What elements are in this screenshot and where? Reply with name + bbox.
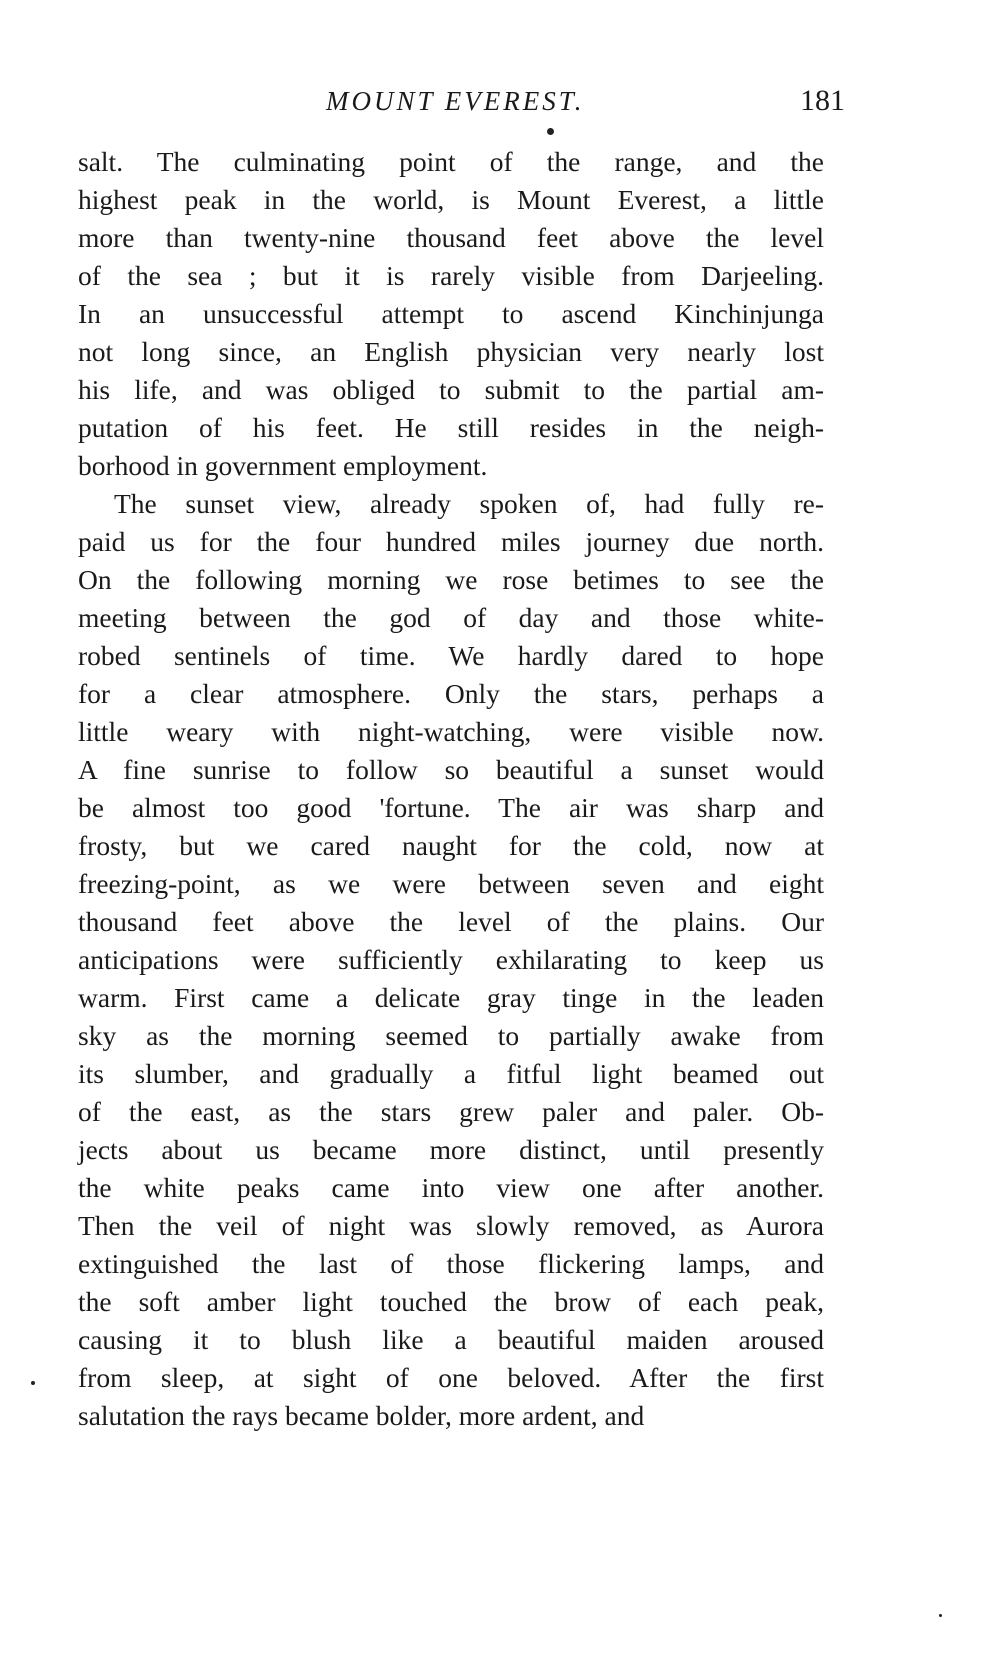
text-line: be almost too good 'fortune. The air was sharp and <box>78 792 824 823</box>
running-header <box>0 84 987 124</box>
text-line: highest peak in the world, is Mount Everest, a little <box>78 184 824 215</box>
body-text <box>78 143 824 1435</box>
text-line: frosty, but we cared naught for the cold, now at <box>78 830 824 861</box>
text-line: for a clear atmosphere. Only the stars, perhaps a <box>78 678 824 709</box>
text-line: the soft amber light touched the brow of each peak, <box>78 1286 824 1317</box>
text-line: Then the veil of night was slowly removed, as Aurora <box>78 1210 824 1241</box>
running-title: MOUNT EVEREST. <box>326 86 585 116</box>
text-line: warm. First came a delicate gray tinge in the leaden <box>78 982 824 1013</box>
text-line: little weary with night-watching, were visible now. <box>78 716 824 747</box>
text-line: his life, and was obliged to submit to the partial am- <box>78 374 824 405</box>
text-line: extinguished the last of those flickering lamps, and <box>78 1248 824 1279</box>
text-line: from sleep, at sight of one beloved. After the first <box>78 1362 824 1393</box>
text-line: of the east, as the stars grew paler and paler. Ob- <box>78 1096 824 1127</box>
text-line: The sunset view, already spoken of, had fully re- <box>114 488 824 519</box>
text-line: paid us for the four hundred miles journey due north. <box>78 526 824 557</box>
text-line: its slumber, and gradually a fitful light beamed out <box>78 1058 824 1089</box>
ink-speck <box>547 128 554 135</box>
text-line: A fine sunrise to follow so beautiful a sunset would <box>78 754 824 785</box>
paragraph <box>78 485 824 1435</box>
ink-speck <box>31 1381 35 1385</box>
text-line: sky as the morning seemed to partially awake from <box>78 1020 824 1051</box>
text-line: not long since, an English physician very nearly lost <box>78 336 824 367</box>
text-line: putation of his feet. He still resides in the neigh- <box>78 412 824 443</box>
text-line: thousand feet above the level of the plains. Our <box>78 906 824 937</box>
paragraph <box>78 143 824 485</box>
text-line: robed sentinels of time. We hardly dared to hope <box>78 640 824 671</box>
text-line: jects about us became more distinct, until presently <box>78 1134 824 1165</box>
page-number: 181 <box>800 84 845 117</box>
text-line: causing it to blush like a beautiful maiden aroused <box>78 1324 824 1355</box>
text-line: more than twenty-nine thousand feet above the level <box>78 222 824 253</box>
text-line: freezing-point, as we were between seven and eight <box>78 868 824 899</box>
text-line: On the following morning we rose betimes to see the <box>78 564 824 595</box>
text-line: salt. The culminating point of the range, and the <box>78 146 824 177</box>
text-line: of the sea ; but it is rarely visible from Darjeeling. <box>78 260 824 291</box>
text-line: salutation the rays became bolder, more ardent, and <box>78 1400 645 1431</box>
text-line: meeting between the god of day and those white- <box>78 602 824 633</box>
text-line: anticipations were sufficiently exhilarating to keep us <box>78 944 824 975</box>
text-line: In an unsuccessful attempt to ascend Kinchinjunga <box>78 298 824 329</box>
text-line: borhood in government employment. <box>78 450 488 481</box>
text-line: the white peaks came into view one after another. <box>78 1172 824 1203</box>
ink-speck <box>939 1614 942 1617</box>
